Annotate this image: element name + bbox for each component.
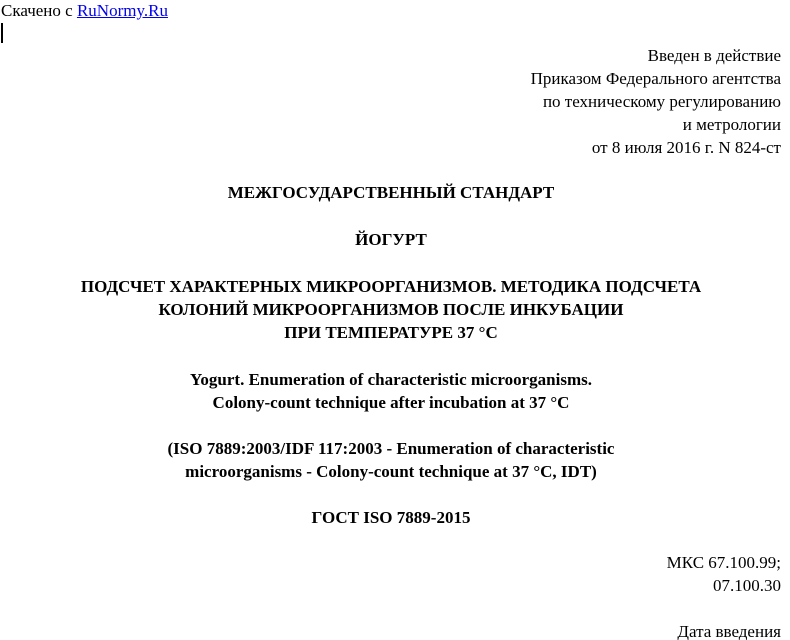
standard-type-text: МЕЖГОСУДАРСТВЕННЫЙ СТАНДАРТ	[227, 183, 555, 202]
mks-line: МКС 67.100.99;	[666, 553, 781, 572]
product-text: ЙОГУРТ	[355, 230, 427, 249]
mks-line: 07.100.30	[713, 576, 781, 595]
source-link[interactable]: RuNormy.Ru	[76, 1, 168, 20]
text-cursor	[1, 23, 3, 43]
gost-number-text: ГОСТ ISO 7889-2015	[311, 508, 471, 527]
gost-number-heading	[0, 506, 782, 529]
intro-date-label: Дата введения	[677, 622, 781, 640]
approval-line: по техническому регулированию	[542, 92, 781, 111]
title-russian-line: ПРИ ТЕМПЕРАТУРЕ 37 °C	[284, 323, 498, 342]
approval-line: Приказом Федерального агентства	[530, 69, 781, 88]
title-iso-line: (ISO 7889:2003/IDF 117:2003 - Enumeration of characteristic	[167, 439, 615, 458]
approval-line: от 8 июля 2016 г. N 824-ст	[591, 138, 781, 157]
title-english-line: Yogurt. Enumeration of characteristic microorganisms.	[190, 370, 592, 389]
source-prefix: Скачено с	[1, 1, 77, 20]
product-heading	[0, 228, 782, 251]
standard-type-heading	[0, 181, 782, 204]
source-line	[1, 1, 168, 21]
approval-block	[361, 44, 781, 159]
mks-codes	[667, 551, 781, 597]
approval-line: Введен в действие	[647, 46, 781, 65]
title-russian	[0, 275, 782, 344]
title-russian-line: ПОДСЧЕТ ХАРАКТЕРНЫХ МИКРООРГАНИЗМОВ. МЕТОДИКА ПОДСЧЕТА	[80, 277, 702, 296]
title-english-line: Colony-count technique after incubation at 37 °C	[212, 393, 570, 412]
approval-line: и метрологии	[682, 115, 781, 134]
title-russian-line: КОЛОНИЙ МИКРООРГАНИЗМОВ ПОСЛЕ ИНКУБАЦИИ	[158, 300, 624, 319]
title-iso-line: microorganisms - Colony-count technique at 37 °C, IDT)	[185, 462, 597, 481]
title-english	[0, 368, 782, 414]
title-iso-reference	[0, 437, 782, 483]
